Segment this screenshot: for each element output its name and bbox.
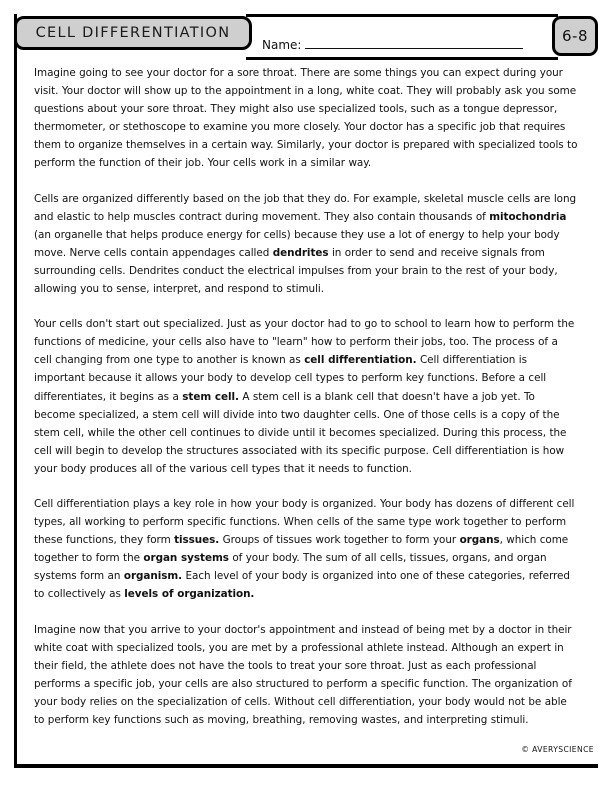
paragraph-5: Imagine now that you arrive to your doctor's appointment and instead of being met by a doctor in their white coat with specialized tools, you are met by a professional athlete instead. Although an expert in their field, the athlete does not have the tools to treat your sore throat. Just as each professional performs a specific job, your cells are also structured to perform a specific function. The organization of your body relies on the specialization of cells. Without cell differentiation, your body would not be able to perform key functions such as moving, breathing, removing wastes, and interpreting stimuli. bbox=[34, 623, 572, 726]
worksheet-header bbox=[14, 14, 598, 60]
page-number-tab bbox=[552, 16, 598, 56]
copyright-notice: © AVERYSCIENCE bbox=[521, 745, 594, 754]
page-number: 6-8 bbox=[562, 27, 588, 45]
name-label: Name: bbox=[262, 38, 302, 52]
worksheet-body bbox=[34, 64, 578, 729]
paragraph-4: Cell differentiation plays a key role in how your body is organized. Your body has dozens of different cell types, all working to perform specific functions. When cells of the same type work together to perform these functions, they form tissues. Groups of tissues work together to form your organs, which come together to form the organ systems of your body. The sum of all cells, tissues, organs, and organ systems form an organism. Each level of your body is organized into one of these categories, referred to collectively as levels of organization. bbox=[34, 497, 575, 601]
paragraph-1: Imagine going to see your doctor for a sore throat. There are some things you can expect during your visit. Your doctor will show up to the appointment in a long, white coat. They will probably ask you some questions about your sore throat. They might also use specialized tools, such as a tongue depressor, thermometer, or stethoscope to examine you more closely. Your doctor has a specific job that requires them to organize themselves in a certain way. Similarly, your doctor is prepared with specialized tools to perform the function of their job. Your cells work in a similar way. bbox=[34, 67, 578, 170]
paragraph-3: Your cells don't start out specialized. Just as your doctor had to go to school to learn how to perform the functions of medicine, your cells also have to "learn" how to perform their jobs, too. The process of a cell changing from one type to another is known as cell differentiation. Cell differentiation is important because it allows your body to develop cell types to perform key functions. Before a cell differentiates, it begins as a stem cell. A stem cell is a blank cell that doesn't have a job yet. To become specialized, a stem cell will divide into two daughter cells. One of those cells is a copy of the stem cell, while the other cell continues to divide until it becomes specialized. During this process, the cell will begin to develop the structures associated with its specific purpose. Cell differentiation is how your body produces all of the various cell types that it needs to function. bbox=[34, 318, 575, 475]
paragraph-2: Cells are organized differently based on the job that they do. For example, skeletal muscle cells are long and elastic to help muscles contract during movement. They also contain thousands of mitochondria (an organelle that helps produce energy for cells) because they use a lot of energy to help your body move. Nerve cells contain appendages called dendrites in order to send and receive signals from surrounding cells. Dendrites conduct the electrical impulses from your brain to the rest of your body, allowing you to sense, interpret, and respond to stimuli. bbox=[34, 192, 577, 296]
name-field-group bbox=[262, 36, 523, 52]
worksheet-title-tab bbox=[14, 16, 252, 50]
header-top-rule bbox=[246, 14, 558, 17]
page-title: CELL DIFFERENTIATION bbox=[35, 25, 231, 41]
header-bottom-rule bbox=[246, 57, 558, 60]
name-input-line[interactable] bbox=[305, 36, 523, 49]
